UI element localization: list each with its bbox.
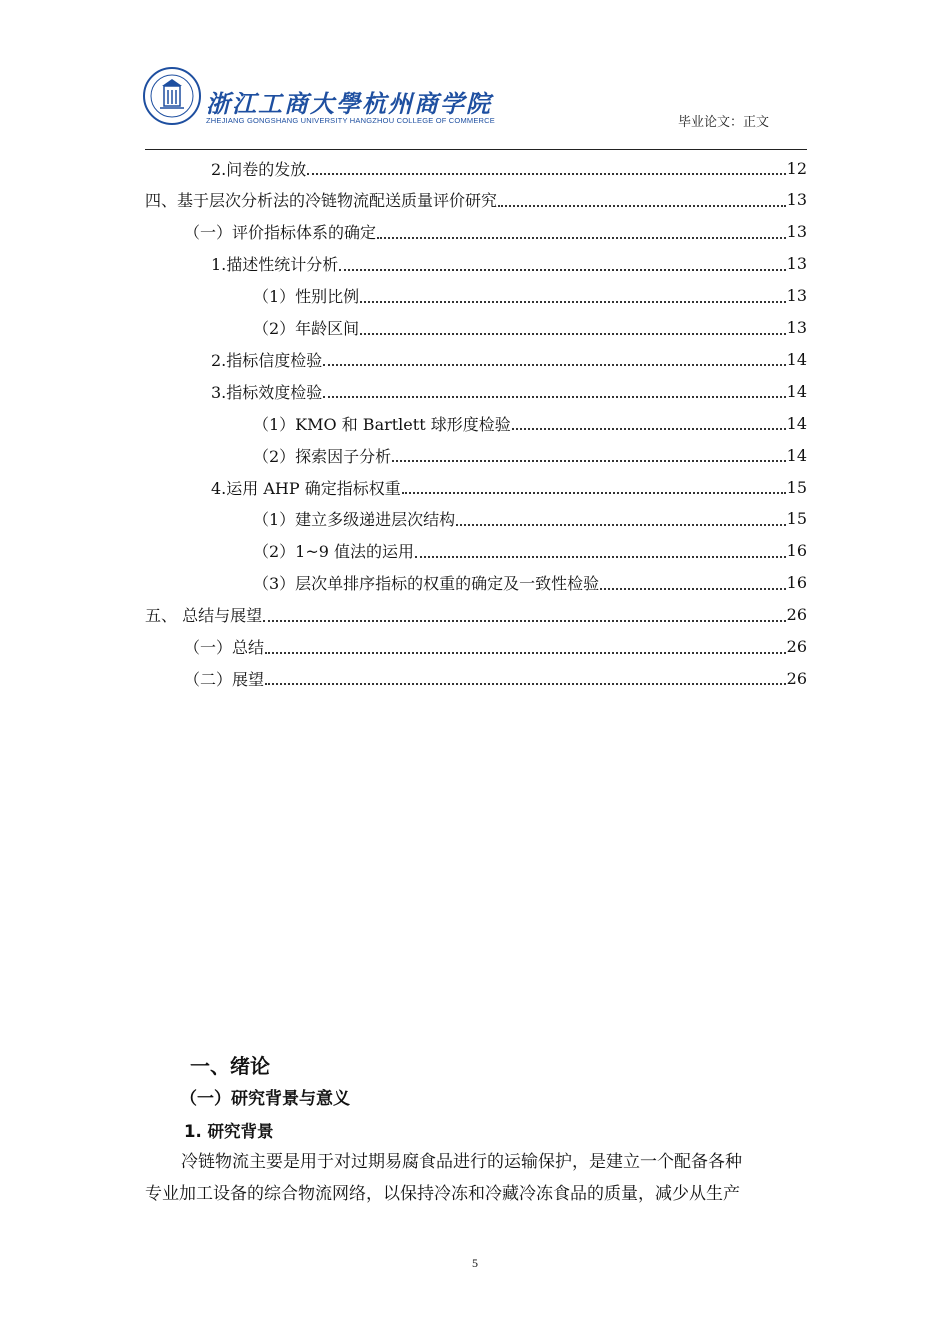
- toc-entry-page-number: 14: [786, 413, 807, 433]
- toc-entry[interactable]: [145, 184, 807, 216]
- university-name-en: ZHEJIANG GONGSHANG UNIVERSITY HANGZHOU COLLEGE OF COMMERCE: [206, 116, 495, 125]
- toc-entry-page-number: 13: [786, 286, 807, 306]
- toc-entry-title: （一）总结: [184, 638, 265, 657]
- toc-entry-title: 2.问卷的发放: [211, 159, 307, 179]
- toc-dot-leader: [392, 460, 785, 462]
- toc-entry[interactable]: [253, 407, 807, 439]
- toc-entry-title: （2）1~9 值法的运用: [253, 542, 415, 562]
- body-paragraph-line-2: [145, 1178, 807, 1210]
- toc-entry-title: 2.指标信度检验: [211, 350, 323, 370]
- toc-entry-title: （1）建立多级递进层次结构: [253, 510, 456, 530]
- toc-entry-title: 4.运用 AHP 确定指标权重: [211, 478, 401, 498]
- toc-entry-page-number: 13: [786, 222, 807, 242]
- toc-entry[interactable]: [184, 631, 807, 663]
- toc-entry-page-number: 26: [786, 637, 807, 656]
- toc-entry-title: （一）评价指标体系的确定: [184, 223, 377, 243]
- university-name-cn: 浙江工商大學杭州商学院: [206, 90, 492, 118]
- toc-entry-page-number: 26: [786, 668, 807, 688]
- toc-entry[interactable]: [253, 503, 807, 535]
- toc-dot-leader: [307, 173, 785, 175]
- toc-entry[interactable]: [253, 567, 807, 599]
- paragraph-text: 冷链物流主要是用于对过期易腐食品进行的运输保护，是建立一个配备各种: [181, 1152, 742, 1172]
- body-paragraph-line-1: [145, 1146, 807, 1178]
- toc-entry-title: （二）展望: [184, 669, 265, 689]
- toc-entry-page-number: 12: [786, 158, 807, 178]
- header-section-label: 毕业论文：正文: [678, 115, 770, 130]
- toc-dot-leader: [265, 652, 786, 654]
- toc-entry[interactable]: [253, 280, 807, 312]
- toc-entry[interactable]: [253, 439, 807, 471]
- toc-entry-title: 五、 总结与展望: [145, 606, 263, 626]
- toc-entry-page-number: 13: [786, 318, 807, 337]
- section-heading: （一）研究背景与意义: [180, 1089, 350, 1109]
- toc-dot-leader: [512, 428, 786, 430]
- toc-entry[interactable]: [211, 152, 807, 184]
- toc-dot-leader: [456, 524, 785, 526]
- toc-dot-leader: [402, 492, 786, 494]
- chapter-heading: 一、绪论: [190, 1054, 270, 1078]
- toc-entry[interactable]: [211, 248, 807, 280]
- toc-entry-title: 1.描述性统计分析: [211, 255, 339, 275]
- toc-entry-title: （2）年龄区间: [253, 319, 360, 338]
- toc-dot-leader: [377, 237, 786, 239]
- header-divider: [145, 149, 807, 150]
- toc-entry-page-number: 15: [786, 509, 807, 529]
- toc-entry[interactable]: [211, 343, 807, 375]
- toc-entry-page-number: 14: [786, 381, 807, 401]
- toc-dot-leader: [263, 620, 786, 622]
- page-header: [0, 0, 950, 152]
- toc-entry-page-number: 13: [786, 254, 807, 274]
- toc-entry[interactable]: [184, 662, 807, 694]
- toc-entry[interactable]: [184, 216, 807, 248]
- toc-dot-leader: [600, 588, 785, 590]
- toc-entry-title: （2）探索因子分析: [253, 446, 392, 466]
- toc-dot-leader: [323, 396, 785, 398]
- toc-dot-leader: [498, 205, 786, 207]
- toc-entry-page-number: 14: [786, 349, 807, 369]
- toc-entry-title: （3）层次单排序指标的权重的确定及一致性检验: [253, 574, 600, 594]
- toc-entry-title: 四、基于层次分析法的冷链物流配送质量评价研究: [145, 191, 498, 211]
- toc-entry[interactable]: [211, 471, 807, 503]
- toc-entry-title: 3.指标效度检验: [211, 382, 323, 402]
- subsection-heading: 1. 研究背景: [184, 1122, 274, 1141]
- page-number: 5: [472, 1256, 478, 1270]
- toc-entry-page-number: 26: [786, 605, 807, 625]
- toc-dot-leader: [265, 683, 786, 685]
- toc-dot-leader: [415, 556, 786, 558]
- toc-entry-title: （1）性别比例: [253, 287, 360, 307]
- toc-dot-leader: [360, 333, 785, 335]
- university-seal-logo: [142, 66, 202, 126]
- paragraph-text: 专业加工设备的综合物流网络，以保持冷冻和冷藏冷冻食品的质量，减少从生产: [145, 1184, 740, 1204]
- toc-dot-leader: [339, 269, 785, 271]
- toc-entry-page-number: 16: [786, 541, 807, 561]
- toc-entry[interactable]: [145, 599, 807, 631]
- toc-entry[interactable]: [253, 535, 807, 567]
- toc-entry[interactable]: [253, 312, 807, 344]
- toc-entry[interactable]: [211, 375, 807, 407]
- toc-entry-page-number: 16: [786, 573, 807, 593]
- toc-entry-page-number: 13: [786, 190, 807, 210]
- toc-entry-page-number: 15: [786, 477, 807, 497]
- toc-entry-page-number: 14: [786, 445, 807, 465]
- toc-dot-leader: [323, 364, 785, 366]
- toc-dot-leader: [360, 301, 785, 303]
- toc-entry-title: （1）KMO 和 Bartlett 球形度检验: [253, 414, 511, 434]
